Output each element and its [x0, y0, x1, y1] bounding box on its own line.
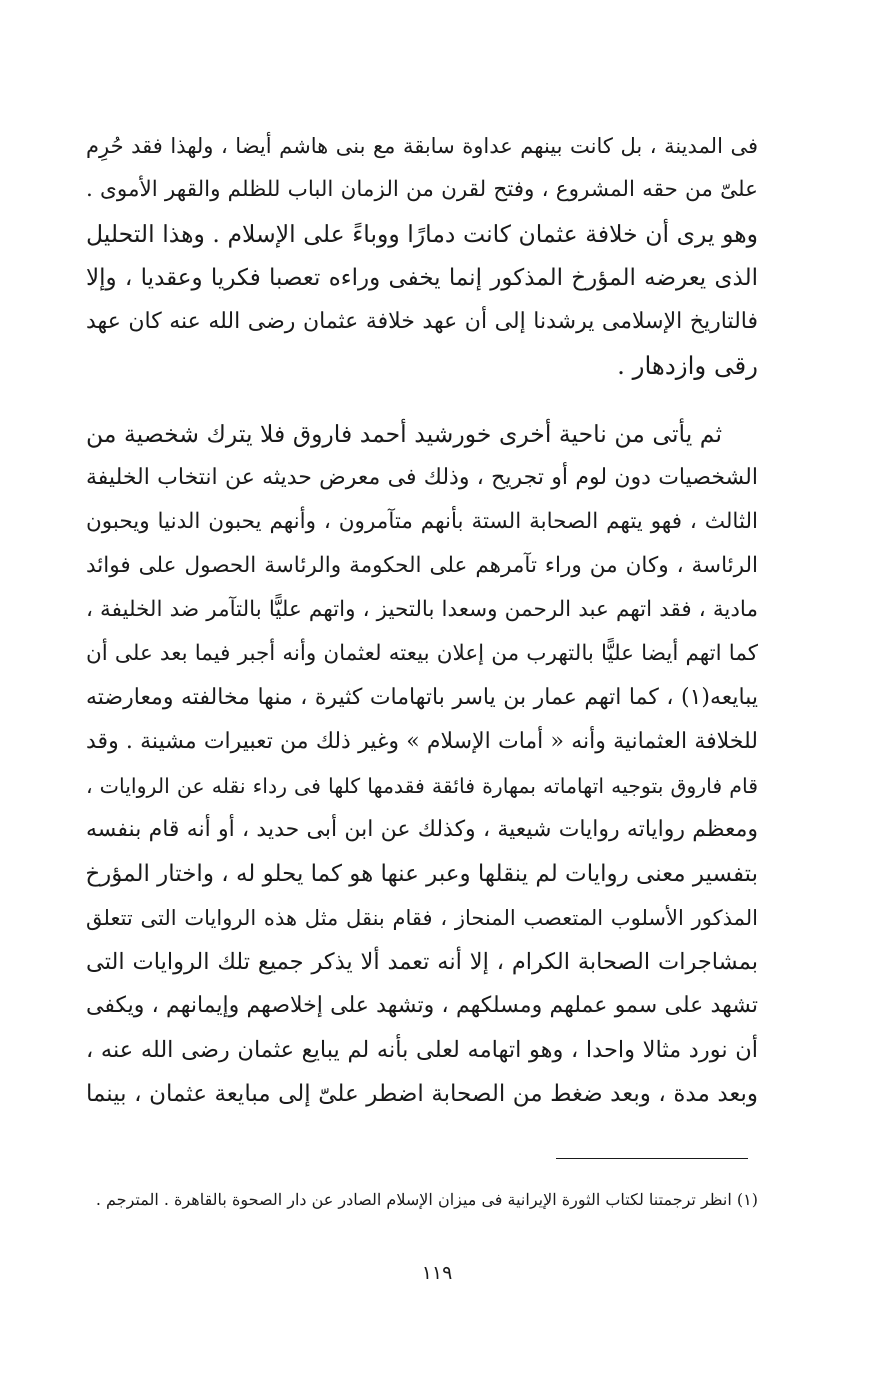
- text-line: رقى وازدهار .: [617, 351, 758, 380]
- text-line: الرئاسة ، وكان من وراء تآمرهم على الحكومة والرئاسة الحصول على فوائد: [86, 553, 758, 578]
- footnote-divider: [556, 1158, 748, 1159]
- text-line: ثم يأتى من ناحية أخرى خورشيد أحمد فاروق فلا يترك شخصية من: [86, 420, 722, 448]
- text-line: الذى يعرضه المؤرخ المذكور إنما يخفى وراءه تعصبا فكريا وعقديا ، وإلا: [86, 265, 758, 291]
- text-line: ومعظم رواياته روايات شيعية ، وكذلك عن ابن أبى حديد ، أو أنه قام بنفسه: [86, 817, 758, 842]
- text-line: بتفسير معنى روايات لم ينقلها وعبر عنها هو كما يحلو له ، واختار المؤرخ: [85, 861, 758, 887]
- text-line: الثالث ، فهو يتهم الصحابة الستة بأنهم متآمرون ، وأنهم يحبون الدنيا ويحبون: [86, 509, 758, 534]
- paragraph-1: [86, 124, 758, 388]
- page-number: ١١٩: [421, 1262, 453, 1284]
- text-line: المذكور الأسلوب المتعصب المنحاز ، فقام بنقل مثل هذه الروايات التى تتعلق: [86, 906, 758, 930]
- text-line: فى المدينة ، بل كانت بينهم عداوة سابقة مع بنى هاشم أيضا ، ولهذا فقد حُرِم: [86, 134, 758, 158]
- footnote: (١) انظر ترجمتنا لكتاب الثورة الإيرانية فى ميزان الإسلام الصادر عن دار الصحوة بالقاهرة . المترجم .: [95, 1190, 758, 1209]
- text-line: قام فاروق بتوجيه اتهاماته بمهارة فائقة فقدمها كلها فى رداء نقله عن الروايات ،: [86, 774, 758, 798]
- paragraph-spacer: [86, 388, 758, 412]
- text-line: علىّ من حقه المشروع ، وفتح لقرن من الزمان الباب للظلم والقهر الأموى .: [86, 177, 758, 202]
- text-line: الشخصيات دون لوم أو تجريح ، وذلك فى معرض حديثه عن انتخاب الخليفة: [86, 465, 758, 490]
- text-line: فالتاريخ الإسلامى يرشدنا إلى أن عهد خلافة عثمان رضى الله عنه كان عهد: [86, 309, 758, 334]
- text-line: للخلافة العثمانية وأنه « أمات الإسلام » وغير ذلك من تعبيرات مشينة . وقد: [86, 729, 758, 754]
- text-line-with-footnote-ref: يبايعه(١) ، كما اتهم عمار بن ياسر باتهامات كثيرة ، منها مخالفته ومعارضته: [86, 685, 758, 710]
- text-line: مادية ، فقد اتهم عبد الرحمن وسعدا بالتحيز ، واتهم عليًّا بالتآمر ضد الخليفة ،: [86, 597, 758, 622]
- text-line: تشهد على سمو عملهم ومسلكهم ، وتشهد على إخلاصهم وإيمانهم ، ويكفى: [86, 993, 758, 1018]
- text-line: أن نورد مثالا واحدا ، وهو اتهامه لعلى بأنه لم يبايع عثمان رضى الله عنه ،: [86, 1037, 758, 1063]
- text-line: بمشاجرات الصحابة الكرام ، إلا أنه تعمد ألا يذكر جميع تلك الروايات التى: [86, 949, 758, 975]
- text-line: كما اتهم أيضا عليًّا بالتهرب من إعلان بيعته لعثمان وأنه أجبر فيما بعد على أن: [86, 641, 758, 666]
- text-line: وهو يرى أن خلافة عثمان كانت دمارًا ووباءً على الإسلام . وهذا التحليل: [86, 220, 758, 248]
- text-line: وبعد مدة ، وبعد ضغط من الصحابة اضطر علىّ إلى مبايعة عثمان ، بينما: [86, 1081, 758, 1107]
- paragraph-2: [86, 412, 758, 1116]
- main-text: [86, 124, 758, 1116]
